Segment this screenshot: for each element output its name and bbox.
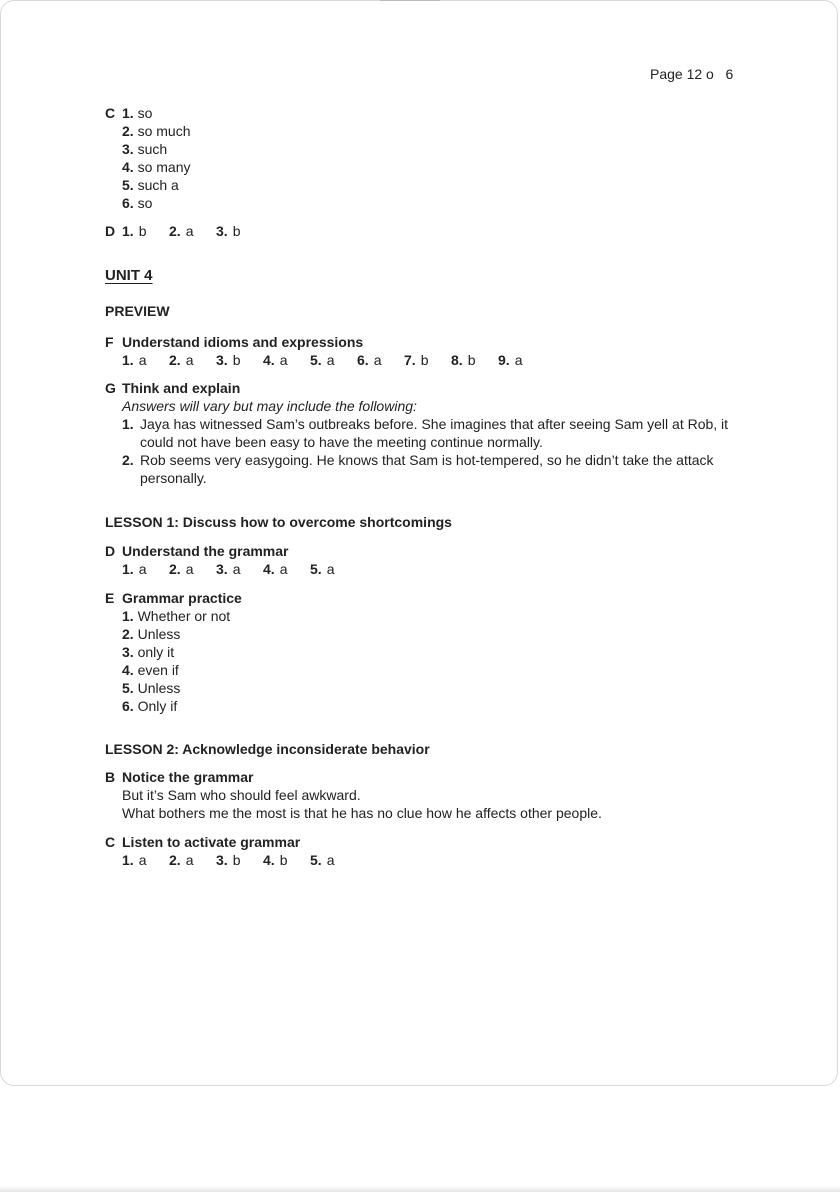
answer: 3. b bbox=[216, 352, 241, 368]
section-c-title: Listen to activate grammar bbox=[122, 834, 301, 850]
section-d-answers bbox=[122, 222, 263, 240]
page-number: Page 12 o 6 bbox=[650, 66, 734, 82]
list-item: 4. even if bbox=[122, 662, 179, 678]
section-letter-e: E bbox=[105, 590, 115, 606]
lesson-1-d-answers bbox=[122, 560, 357, 578]
list-item: 4. so many bbox=[122, 159, 191, 175]
lesson-1-title: LESSON 1: Discuss how to overcome shortcomings bbox=[105, 514, 452, 530]
section-letter-c: C bbox=[105, 834, 116, 850]
list-item: 5. Unless bbox=[122, 680, 181, 696]
answer: 2. a bbox=[169, 561, 194, 577]
section-letter-c: C bbox=[105, 105, 116, 121]
section-letter-b: B bbox=[105, 769, 116, 785]
answer: 5. a bbox=[310, 561, 335, 577]
top-rule bbox=[380, 0, 440, 1]
answer: 4. a bbox=[263, 561, 288, 577]
section-d-title: Understand the grammar bbox=[122, 543, 289, 559]
list-item: 1. Whether or not bbox=[122, 608, 231, 624]
answer: 7. b bbox=[404, 352, 429, 368]
answer: 6. a bbox=[357, 352, 382, 368]
list-item: 6. Only if bbox=[122, 698, 178, 714]
answer: 4. a bbox=[263, 352, 288, 368]
answer: 2. a bbox=[169, 852, 194, 868]
section-b-line: But it’s Sam who should feel awkward. bbox=[122, 787, 361, 803]
answer: 3. a bbox=[216, 561, 241, 577]
section-e-list bbox=[122, 607, 230, 715]
answer: 2. a bbox=[169, 352, 194, 368]
preview-heading: PREVIEW bbox=[105, 303, 170, 319]
answer: 1. b bbox=[122, 223, 147, 239]
section-letter-f: F bbox=[105, 334, 114, 350]
list-item: 5. such a bbox=[122, 177, 179, 193]
section-c-list bbox=[122, 104, 191, 212]
list-item: 3. only it bbox=[122, 644, 175, 660]
answer: 3. b bbox=[216, 852, 241, 868]
list-item: 1. Jaya has witnessed Sam’s outbreaks before. She imagines that after seeing Sam yell at Rob, it could not have been easy to have the meeting continue normally. bbox=[122, 416, 729, 450]
unit-title: UNIT 4 bbox=[105, 267, 153, 284]
answer: 1. a bbox=[122, 352, 147, 368]
list-item: 2. Unless bbox=[122, 626, 181, 642]
section-letter-d: D bbox=[105, 543, 116, 559]
list-item: 2. so much bbox=[122, 123, 191, 139]
section-g-items bbox=[122, 415, 746, 487]
bottom-edge bbox=[0, 1186, 840, 1192]
lesson-2-c-answers bbox=[122, 851, 357, 869]
list-item: 6. so bbox=[122, 195, 153, 211]
answer: 5. a bbox=[310, 352, 335, 368]
list-item: 3. such bbox=[122, 141, 168, 157]
answer: 5. a bbox=[310, 852, 335, 868]
section-letter-d: D bbox=[105, 223, 116, 239]
section-letter-g: G bbox=[105, 380, 116, 396]
lesson-2-title: LESSON 2: Acknowledge inconsiderate behavior bbox=[105, 741, 430, 757]
section-g-title: Think and explain bbox=[122, 380, 241, 396]
answer: 4. b bbox=[263, 852, 288, 868]
section-b-line: What bothers me the most is that he has no clue how he affects other people. bbox=[122, 805, 602, 821]
answer: 2. a bbox=[169, 223, 194, 239]
answer: 3. b bbox=[216, 223, 241, 239]
section-f-answers bbox=[122, 351, 545, 369]
section-b-title: Notice the grammar bbox=[122, 769, 254, 785]
section-e-title: Grammar practice bbox=[122, 590, 242, 606]
section-g-intro: Answers will vary but may include the following: bbox=[122, 398, 417, 414]
answer: 1. a bbox=[122, 852, 147, 868]
answer: 9. a bbox=[498, 352, 523, 368]
answer: 1. a bbox=[122, 561, 147, 577]
list-item: 1. so bbox=[122, 105, 153, 121]
list-item: 2. Rob seems very easygoing. He knows that Sam is hot-tempered, so he didn’t take the attack personally. bbox=[122, 452, 714, 486]
answer: 8. b bbox=[451, 352, 476, 368]
section-f-title: Understand idioms and expressions bbox=[122, 334, 364, 350]
